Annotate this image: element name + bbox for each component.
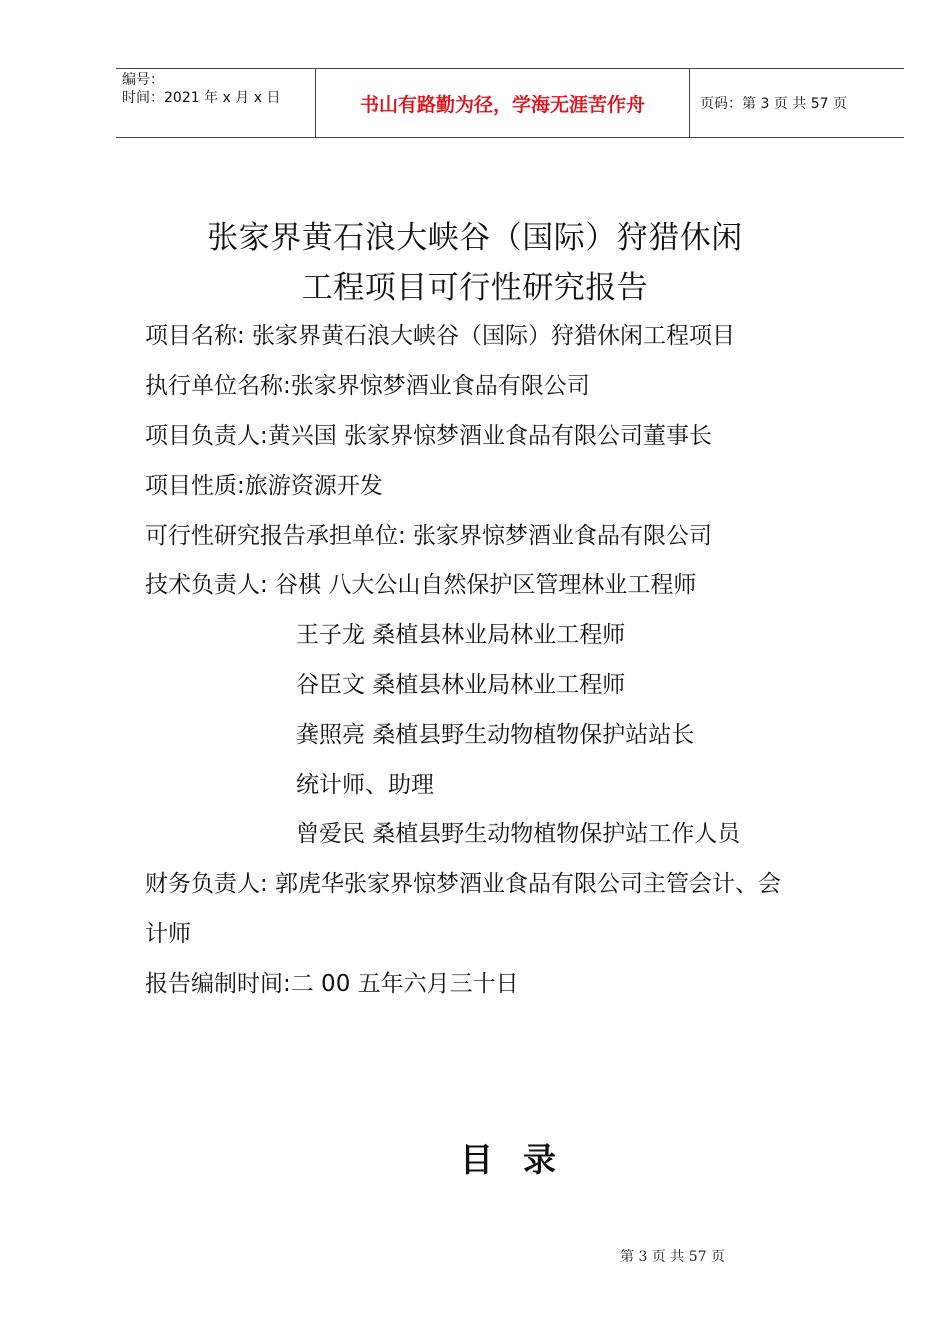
field-tech-lead-5: 曾爱民 桑植县野生动物植物保护站工作人员	[296, 821, 741, 847]
field-finance-lead-cont: 计师	[145, 921, 191, 947]
header-number: 编号：	[122, 72, 164, 88]
document-title-line-2: 工程项目可行性研究报告	[301, 270, 649, 306]
page-footer: 第 3 页 共 57 页	[620, 1249, 725, 1265]
page-header	[116, 68, 904, 138]
field-report-time: 报告编制时间:二 00 五年六月三十日	[145, 971, 519, 997]
field-project-lead: 项目负责人:黄兴国 张家界惊梦酒业食品有限公司董事长	[145, 423, 713, 449]
field-tech-lead-4b: 统计师、助理	[296, 772, 434, 798]
field-tech-lead: 技术负责人: 谷棋 八大公山自然保护区管理林业工程师	[145, 572, 697, 598]
header-page-info: 页码：第 3 页 共 57 页	[700, 96, 847, 112]
field-report-unit: 可行性研究报告承担单位: 张家界惊梦酒业食品有限公司	[145, 523, 713, 549]
header-motto: 书山有路勤为径，学海无涯苦作舟	[316, 69, 690, 137]
field-tech-lead-2: 王子龙 桑植县林业局林业工程师	[296, 622, 626, 648]
field-finance-lead: 财务负责人: 郭虎华张家界惊梦酒业食品有限公司主管会计、会	[145, 871, 782, 897]
field-project-nature: 项目性质:旅游资源开发	[145, 473, 383, 499]
field-project-name: 项目名称: 张家界黄石浪大峡谷（国际）狩猎休闲工程项目	[145, 323, 736, 349]
header-meta	[116, 69, 316, 137]
toc-heading: 目录	[460, 1140, 586, 1179]
header-time: 时间：2021 年 x 月 x 日	[122, 90, 281, 106]
document-title-line-1: 张家界黄石浪大峡谷（国际）狩猎休闲	[207, 220, 743, 256]
field-tech-lead-4: 龚照亮 桑植县野生动物植物保护站站长	[296, 722, 695, 748]
field-tech-lead-3: 谷臣文 桑植县林业局林业工程师	[296, 672, 626, 698]
field-executing-unit: 执行单位名称:张家界惊梦酒业食品有限公司	[145, 373, 590, 399]
